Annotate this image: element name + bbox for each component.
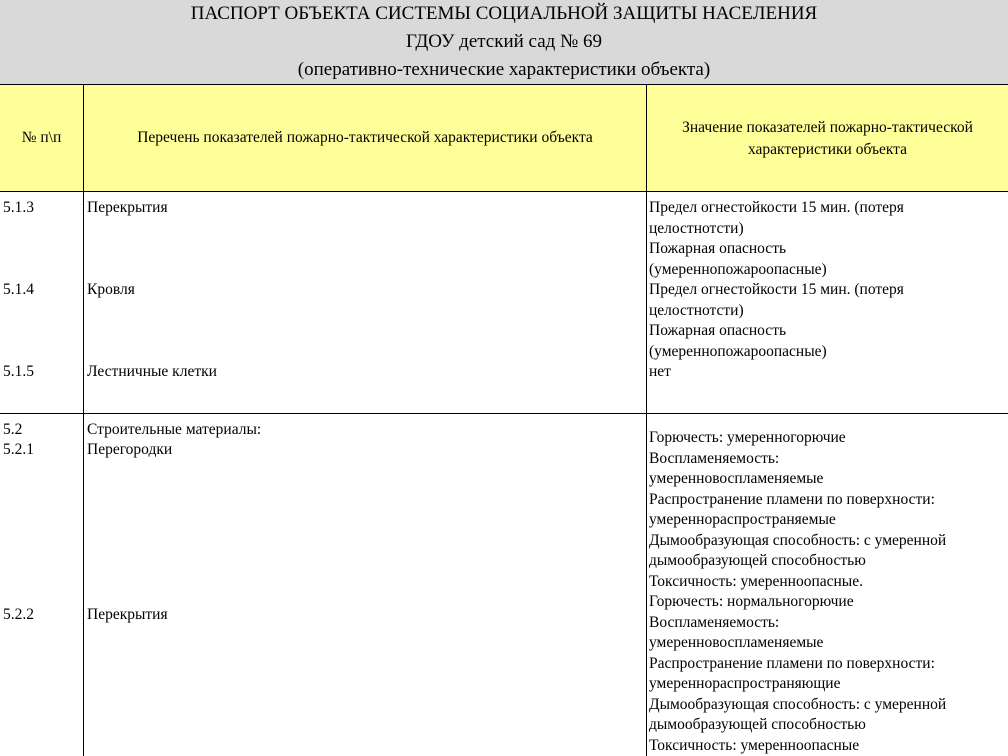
row-name: Перекрытия: [87, 606, 168, 623]
value-line: умереннораспространяемые: [649, 511, 836, 528]
header-col-list: [84, 84, 646, 191]
value-line: Воспламеняемость:: [649, 449, 780, 467]
value-line: Горючесть: нормальногорючие: [649, 593, 854, 610]
header-list-label: Перечень показателей пожарно-тактической характеристики объекта: [137, 128, 593, 146]
header-value-label-2: характеристики объекта: [747, 141, 908, 158]
grid-line: [0, 191, 1008, 192]
title-line-2: ГДОУ детский сад № 69: [406, 31, 602, 52]
group2-values: [649, 428, 1005, 756]
value-line: (умереннопожароопасные): [649, 342, 827, 360]
grid-line: [0, 413, 1008, 414]
row-name: Перекрытия: [87, 199, 168, 216]
value-line: целостнотсти): [649, 219, 744, 237]
value-line: дымообразующей способностью: [649, 552, 866, 569]
value-line: Токсичность: умеренноопасные: [649, 736, 860, 754]
value-line: Распространение пламени по поверхности:: [649, 490, 935, 508]
value-line: Пожарная опасность: [649, 240, 787, 257]
value-line: Предел огнестойкости 15 мин. (потеря: [649, 199, 904, 216]
row-number: 5.1.3: [3, 199, 34, 216]
row-name: Перегородки: [87, 441, 173, 458]
row-name: Строительные материалы:: [87, 421, 262, 438]
value-line: умеренновоспламеняемые: [649, 634, 824, 651]
value-line: Пожарная опасность: [649, 322, 787, 339]
row-number: 5.1.4: [3, 281, 34, 298]
grid-line: [646, 84, 647, 756]
value-line: Предел огнестойкости 15 мин. (потеря: [649, 281, 904, 298]
value-line: умереннораспространяющие: [649, 675, 841, 692]
value-line: Токсичность: умеренноопасные.: [649, 572, 863, 590]
value-line: Дымообразующая способность: с умеренной: [649, 531, 947, 549]
grid-line: [83, 84, 84, 756]
title-line-3: (оперативно-технические характеристики объекта): [297, 59, 711, 80]
document-title: [0, 0, 1008, 84]
header-col-value: [647, 84, 1008, 191]
row-name: Кровля: [87, 281, 135, 298]
value-line: дымообразующей способностью: [649, 716, 866, 733]
value-line: Воспламеняемость:: [649, 613, 780, 631]
value-line: нет: [649, 363, 671, 380]
value-line: умеренновоспламеняемые: [649, 470, 824, 487]
value-line: Дымообразующая способность: с умеренной: [649, 695, 947, 713]
row-number: 5.2.2: [3, 606, 34, 623]
header-number-label: № п\п: [21, 128, 62, 146]
title-line-1: ПАСПОРТ ОБЪЕКТА СИСТЕМЫ СОЦИАЛЬНОЙ ЗАЩИТЫ НАСЕЛЕНИЯ: [190, 3, 818, 24]
grid-line: [0, 84, 1008, 85]
value-line: Горючесть: умеренногорючие: [649, 429, 846, 446]
row-number: 5.1.5: [3, 363, 34, 380]
header-col-number: [0, 84, 83, 191]
group1-values: [649, 198, 1005, 383]
header-value-label-1: Значение показателей пожарно-тактической: [682, 119, 973, 136]
value-line: (умереннопожароопасные): [649, 260, 827, 278]
row-number: 5.2: [3, 421, 23, 438]
value-line: Распространение пламени по поверхности:: [649, 654, 935, 672]
value-line: целостнотсти): [649, 301, 744, 319]
row-number: 5.2.1: [3, 441, 34, 458]
row-name: Лестничные клетки: [87, 363, 217, 380]
